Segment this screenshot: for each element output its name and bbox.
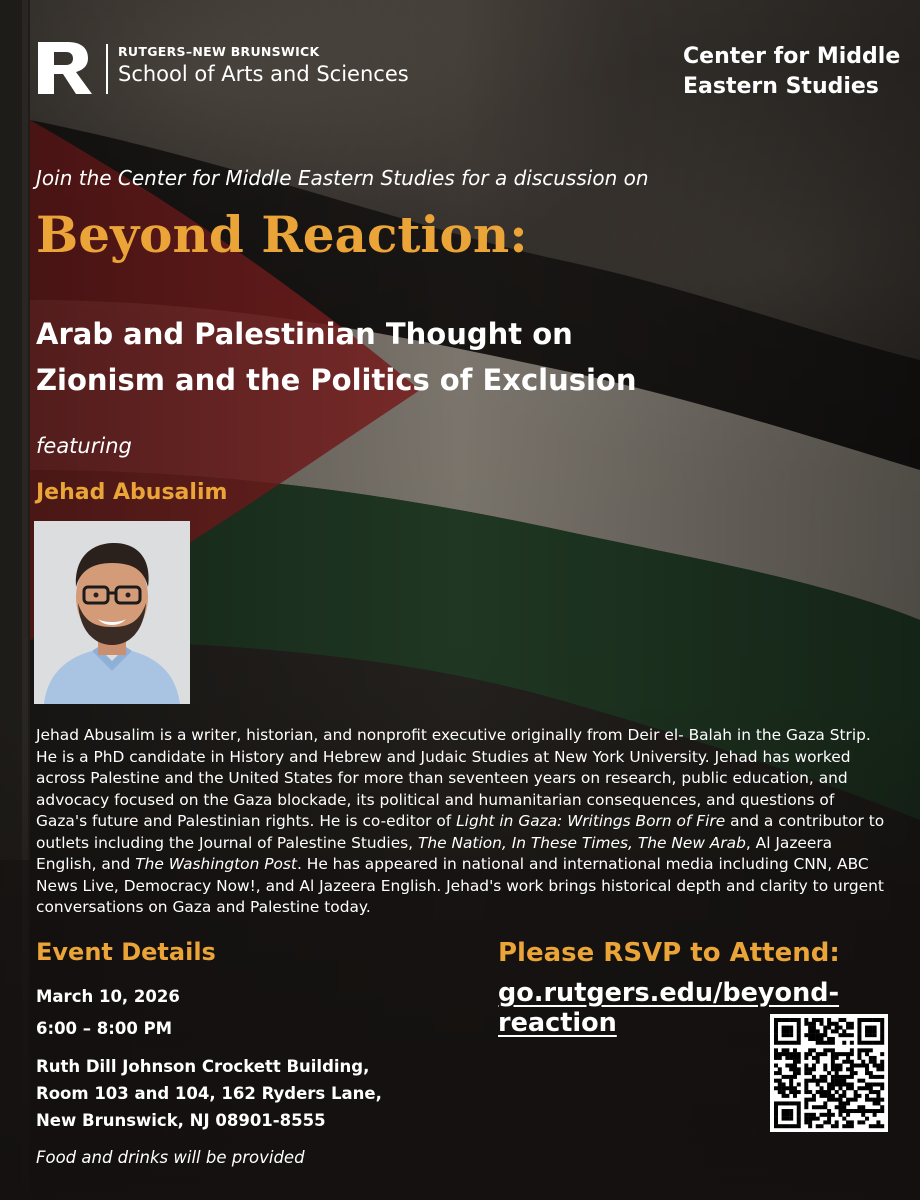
rsvp-link[interactable]: go.rutgers.edu/beyond-reaction: [498, 978, 840, 1038]
venue-line1: Ruth Dill Johnson Crockett Building,: [36, 1057, 370, 1076]
bio-text-part2: and a contributor to outlets including the Journal of Palestine Studies,: [36, 812, 885, 852]
logo-divider: [106, 44, 108, 94]
event-subtitle: [36, 311, 896, 403]
venue-line3: New Brunswick, NJ 08901-8555: [36, 1111, 326, 1130]
bio-text-part3: , Al Jazeera English, and: [36, 833, 833, 873]
rsvp-heading: Please RSVP to Attend:: [498, 938, 840, 968]
qr-code-icon[interactable]: [770, 1014, 888, 1132]
subtitle-line1: Arab and Palestinian Thought on: [36, 317, 573, 351]
center-name: [683, 42, 903, 102]
rutgers-r-logo-icon: [36, 40, 94, 96]
food-note: Food and drinks will be provided: [36, 1148, 305, 1167]
intro-text: Join the Center for Middle Eastern Studies for a discussion on: [36, 166, 649, 190]
speaker-photo: [34, 521, 190, 704]
subtitle-line2: Zionism and the Politics of Exclusion: [36, 363, 637, 397]
org-line2: School of Arts and Sciences: [118, 62, 409, 86]
bio-text-part4: . He has appeared in national and international media including CNN, ABC News Live, Democracy Now!, and Al Jazeera English. Jehad's work brings historical depth and clarity to urgent conversations on Gaza and Palestine today.: [36, 855, 884, 916]
featuring-label: featuring: [36, 434, 132, 458]
bio-book-title: Light in Gaza: Writings Born of Fire: [456, 812, 726, 830]
bio-text-part1: Jehad Abusalim is a writer, historian, and nonprofit executive originally from Deir el- Balah in the Gaza Strip. He is a PhD candidate in History and Hebrew and Judaic Studies at New York University. Jehad has worked across Palestine and the United States for more than seventeen years on research, public education, and advocacy focused on the Gaza blockade, its political and humanitarian consequences, and questions of Gaza's future and Palestinian rights. He is co-editor of: [36, 726, 871, 830]
center-line1: Center for Middle: [683, 44, 901, 69]
event-title: Beyond Reaction:: [36, 205, 528, 264]
event-time: 6:00 – 8:00 PM: [36, 1019, 173, 1038]
venue-line2: Room 103 and 104, 162 Ryders Lane,: [36, 1084, 382, 1103]
speaker-name: Jehad Abusalim: [36, 480, 228, 505]
bio-outlets: The Nation, In These Times, The New Arab: [417, 833, 746, 852]
speaker-bio: [36, 725, 888, 919]
event-details-heading: Event Details: [36, 938, 216, 966]
bio-post: The Washington Post: [135, 855, 297, 873]
center-line2: Eastern Studies: [683, 74, 879, 99]
event-venue: [36, 1053, 436, 1134]
org-line1: RUTGERS–NEW BRUNSWICK: [118, 44, 320, 59]
event-date: March 10, 2026: [36, 987, 180, 1006]
